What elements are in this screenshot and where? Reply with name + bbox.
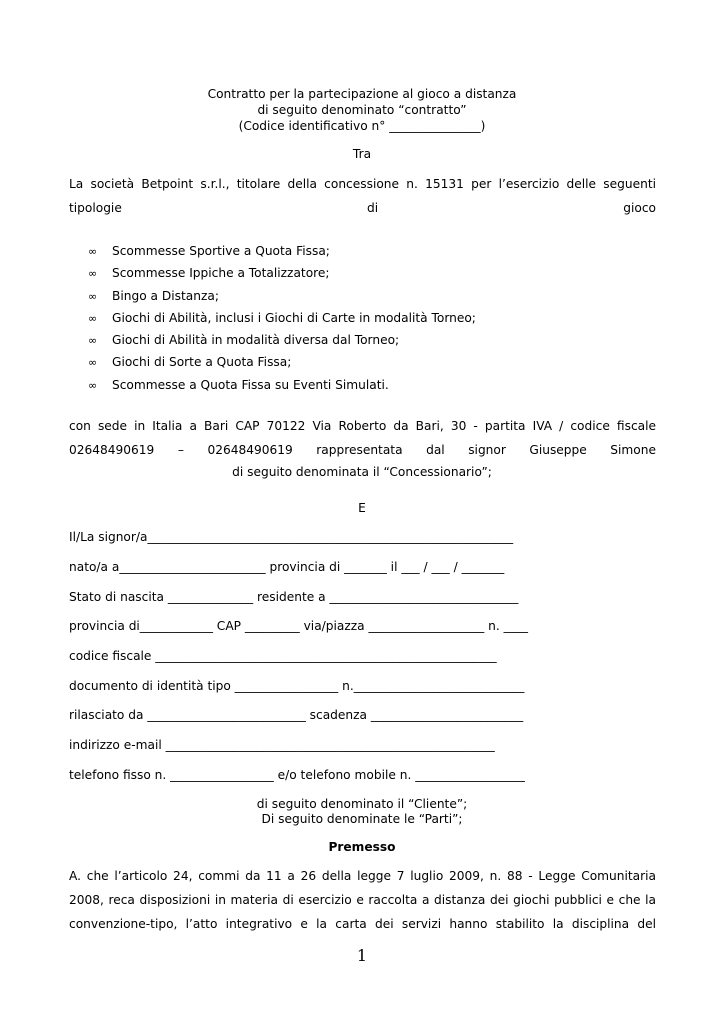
form-field-address: provincia di____________ CAP _________ via/piazza ___________________ n. ____ [69, 619, 529, 633]
premesso-heading: Premesso [328, 840, 396, 854]
list-item: ∞ Giochi di Sorte a Quota Fissa; [88, 351, 476, 373]
list-item: ∞ Giochi di Abilità in modalità diversa dal Torneo; [88, 329, 476, 351]
form-field-residence: Stato di nascita ______________ residente a _______________________________ [69, 590, 519, 604]
cliente-label: di seguito denominato il “Cliente”; [256, 797, 468, 811]
concessionario-label: di seguito denominata il “Concessionario”; [232, 465, 492, 479]
infinity-bullet-icon: ∞ [88, 267, 98, 281]
infinity-bullet-icon: ∞ [88, 378, 98, 392]
tra-heading: Tra [352, 147, 372, 161]
e-heading: E [358, 501, 366, 515]
list-item: ∞ Bingo a Distanza; [88, 285, 476, 307]
contract-title: Contratto per la partecipazione al gioco a distanza [207, 87, 517, 101]
paragraph-a-line-3: convenzione-tipo, l’atto integrativo e la carta dei servizi hanno stabilito la disciplina del [69, 917, 656, 931]
parti-label: Di seguito denominate le “Parti”; [261, 812, 463, 826]
infinity-bullet-icon: ∞ [88, 245, 98, 258]
intro-paragraph [69, 172, 656, 220]
sede-line-2: 02648490619 – 02648490619 rappresentata dal signor Giuseppe Simone [69, 443, 656, 457]
contract-code: (Codice identificativo n° _______________) [238, 119, 486, 133]
form-field-email: indirizzo e-mail ______________________________________________________ [69, 738, 495, 752]
games-list [88, 240, 476, 396]
list-item: ∞ Giochi di Abilità, inclusi i Giochi di Carte in modalità Torneo; [88, 307, 476, 329]
form-field-issued-by: rilasciato da __________________________ scadenza _________________________ [69, 708, 524, 722]
form-field-fiscal-code: codice fiscale ________________________________________________________ [69, 649, 497, 663]
paragraph-a [69, 864, 656, 936]
form-field-id-document: documento di identità tipo _________________ n.____________________________ [69, 679, 525, 693]
list-item: ∞ Scommesse Ippiche a Totalizzatore; [88, 262, 476, 284]
page-number: 1 [356, 946, 368, 965]
contract-subtitle: di seguito denominato “contratto” [257, 103, 467, 117]
infinity-bullet-icon: ∞ [88, 356, 98, 370]
sede-paragraph [69, 414, 656, 462]
list-item: ∞ Scommesse a Quota Fissa su Eventi Simulati. [88, 374, 476, 396]
paragraph-a-line-2: 2008, reca disposizioni in materia di esercizio e raccolta a distanza dei giochi pubblici e che la [69, 893, 656, 907]
intro-line-2: tipologie di gioco [69, 201, 656, 215]
form-field-phone: telefono fisso n. _________________ e/o telefono mobile n. __________________ [69, 768, 525, 782]
infinity-bullet-icon: ∞ [88, 311, 98, 325]
intro-line-1: La società Betpoint s.r.l., titolare della concessione n. 15131 per l’esercizio delle seguenti [69, 177, 656, 191]
sede-line-1: con sede in Italia a Bari CAP 70122 Via Roberto da Bari, 30 - partita IVA / codice fiscale [69, 419, 656, 433]
form-field-birth: nato/a a________________________ provincia di _______ il ___ / ___ / _______ [69, 560, 505, 574]
infinity-bullet-icon: ∞ [88, 334, 98, 348]
infinity-bullet-icon: ∞ [88, 289, 98, 303]
form-field-name: Il/La signor/a____________________________________________________________ [69, 530, 514, 544]
paragraph-a-line-1: A. che l’articolo 24, commi da 11 a 26 della legge 7 luglio 2009, n. 88 - Legge Comunitaria [69, 869, 656, 883]
list-item: ∞ Scommesse Sportive a Quota Fissa; [88, 240, 476, 262]
